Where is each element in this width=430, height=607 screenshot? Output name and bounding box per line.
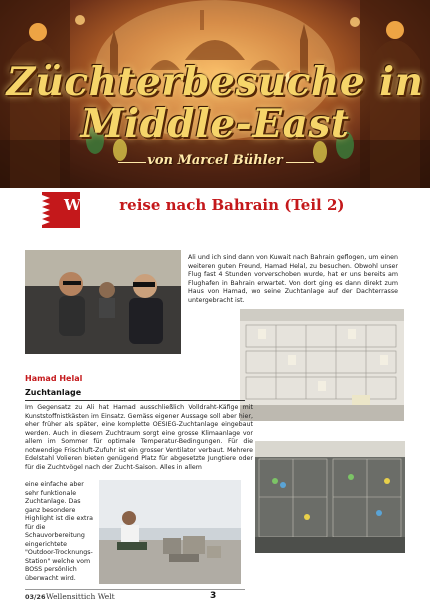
section-title: Zuchtanlage — [25, 388, 82, 397]
photo-stainless-aviaries — [255, 441, 405, 553]
intro-paragraph: Ali und ich sind dann von Kuwait nach Bahrain geflogen, um einen weiteren guten Freund, Hamad Helal, zu besuchen. Obwohl unser Flug fast 4 Stunden vorverschoben wurde, hat er uns bereits am Flughafen in Bahrain erwartet. Von dort ging es dann direkt zum Haus von Hamad, wo seine Zuchtanlage auf der Dachterrasse untergebracht ist. — [188, 254, 398, 304]
body-paragraph-narrow: eine einfache aber sehr funktionale Zuchtanlage. Das ganz besondere Highlight ist die extra für die Schauvorbereitung eingerichtete "Outdoor-Trocknungs-Station" welche vom BOSS persönlich überwacht wird. — [25, 481, 93, 582]
photo-car-selfie — [25, 250, 181, 354]
banner-title-line1: Züchterbesuche in — [6, 59, 424, 105]
body-paragraph: Im Gegensatz zu Ali hat Hamad ausschließlich Volldraht-Käfige mit Kunststoffnistkästen im Einsatz. Gemäss eigener Aussage soll aber hier, eher früher als später, eine komplette OESIEG-Zuchtanlage eingebaut werden. Auch in diesem Zuchtraum sorgt eine grosse Klimaanlage vor allem im Sommer für optimale Temperatur-Bedingungen. Für die notwendige Frischluft-Zufuhr ist ein grosser Ventilator verbaut. Mehrere Edelstahl Volieren bieten genügend Platz für abgesetzte Jungtiere oder für die Zuchtvögel nach der Zucht-Saison. Alles in allem — [25, 404, 253, 471]
footer-divider — [25, 589, 245, 590]
byline-rule-right — [286, 162, 314, 163]
heading-rest: reise nach Bahrain (Teil 2) — [119, 196, 345, 214]
magazine-name: Wellensittich Welt — [46, 592, 115, 601]
banner-byline: von Marcel Bühler — [147, 153, 283, 168]
photo-breeding-room-cages — [240, 309, 404, 421]
banner-title-line2: Middle-East — [80, 101, 350, 147]
article-heading — [64, 196, 344, 214]
breeder-name: Hamad Helal — [25, 374, 83, 383]
header-banner — [0, 0, 430, 188]
page-number: 3 — [210, 591, 217, 601]
photo-outdoor-drying-station — [99, 480, 241, 584]
section-divider — [25, 400, 245, 401]
heading-highlight: Weiter — [64, 196, 120, 214]
issue-number: 03/26 — [25, 593, 46, 601]
